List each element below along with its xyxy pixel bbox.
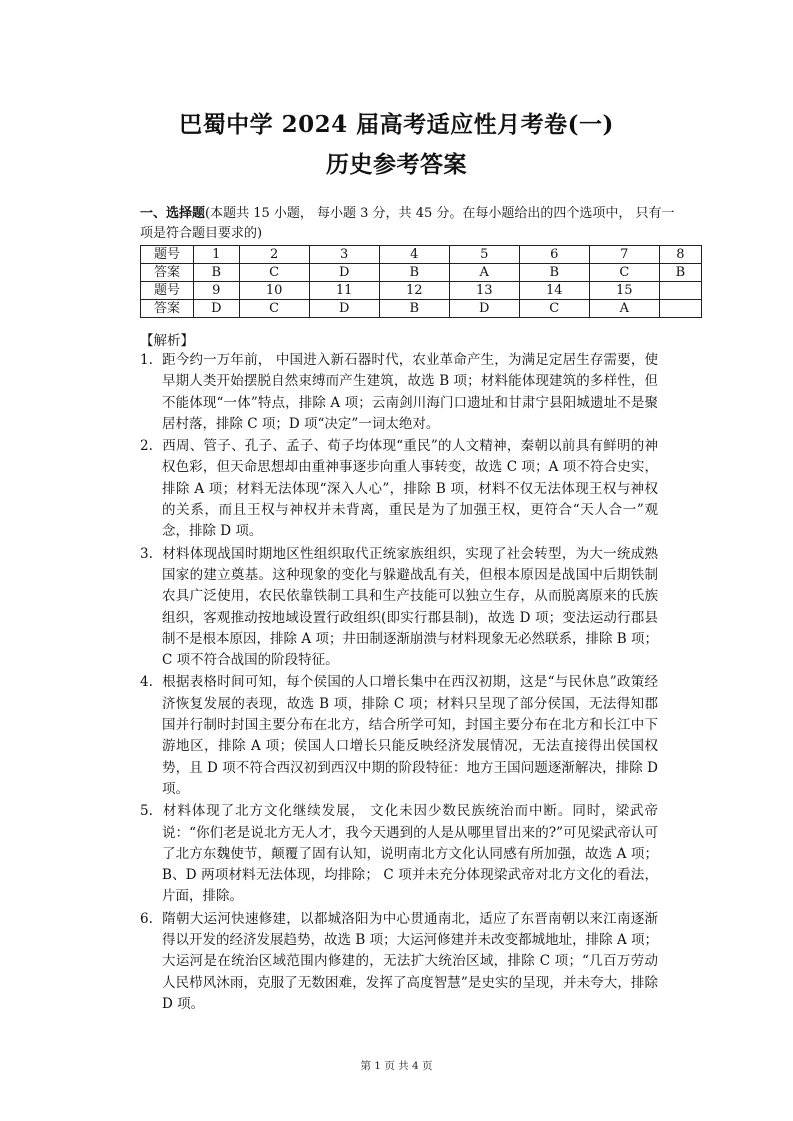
analysis-item — [140, 672, 658, 800]
table-cell — [659, 300, 701, 318]
analysis-label: 【解析】 — [140, 333, 194, 349]
section-intro — [140, 204, 680, 244]
table-cell: D — [194, 300, 240, 318]
item-number: 4. — [140, 674, 153, 691]
table-row — [141, 246, 702, 264]
analysis-list — [140, 350, 658, 1015]
item-number: 1. — [140, 352, 153, 368]
table-cell: 6 — [519, 246, 589, 264]
row-header-cell: 题号 — [141, 282, 194, 300]
table-cell: C — [239, 264, 309, 282]
answer-table — [140, 245, 702, 318]
item-number: 5. — [140, 803, 153, 820]
table-cell: 8 — [659, 246, 701, 264]
table-cell: B — [379, 264, 449, 282]
table-cell: B — [379, 300, 449, 318]
table-cell: B — [194, 264, 240, 282]
analysis-item — [140, 909, 658, 1015]
item-text: 隋朝大运河快速修建，以都城洛阳为中心贯通南北，适应了东晋南朝以来江南逐渐得以开发的经济发展趋势，故选 B 项；大运河修建并未改变都城地址，排除 A 项；大运河是在统治区域范围内修建的，无法扩大统治区域，排除 C 项；“几百万劳动人民栉风沐雨，克服了无数困难，发挥了高度智慧”是史实的呈现，并未夸大，排除 D 项。 — [162, 910, 658, 1012]
table-cell: 10 — [239, 282, 309, 300]
table-cell: 1 — [194, 246, 240, 264]
table-cell: 9 — [194, 282, 240, 300]
table-cell: 12 — [379, 282, 449, 300]
table-cell: 2 — [239, 246, 309, 264]
item-number: 6. — [140, 910, 153, 927]
analysis-item — [140, 801, 658, 907]
page-footer: 第 1 页 共 4 页 — [360, 1060, 433, 1072]
table-cell: 7 — [589, 246, 659, 264]
table-cell: B — [659, 264, 701, 282]
table-cell: C — [239, 300, 309, 318]
page-subtitle: 历史参考答案 — [326, 151, 467, 178]
table-cell: A — [589, 300, 659, 318]
item-number: 2. — [140, 438, 153, 455]
table-cell: 13 — [449, 282, 519, 300]
table-cell: D — [309, 300, 379, 318]
analysis-item — [140, 544, 658, 672]
table-cell: 3 — [309, 246, 379, 264]
section-description: (本题共 15 小题， 每小题 3 分，共 45 分。在每小题给出的四个选项中， 只有一项是符合题目要求的) — [140, 206, 675, 241]
table-cell: B — [519, 264, 589, 282]
table-cell: D — [449, 300, 519, 318]
table-cell — [659, 282, 701, 300]
item-text: 西周、管子、孔子、孟子、荀子均体现“重民”的人文精神，秦朝以前具有鲜明的神权色彩，但天命思想却由重神事逐步向重人事转变，故选 C 项；A 项不符合史实，排除 A 项；材料无法体现“深入人心”，排除 B 项，材料不仅无法体现王权与神权的关系，而且王权与神权并未背离，重民是为了加强王权，更符合“天人合一”观念，排除 D 项。 — [162, 438, 658, 540]
analysis-item — [140, 350, 658, 435]
table-cell: 4 — [379, 246, 449, 264]
table-row — [141, 282, 702, 300]
row-header-cell: 题号 — [141, 246, 194, 264]
table-cell: 14 — [519, 282, 589, 300]
analysis-item — [140, 436, 658, 542]
table-cell: C — [589, 264, 659, 282]
table-row — [141, 264, 702, 282]
table-row — [141, 300, 702, 318]
table-cell: A — [449, 264, 519, 282]
item-text: 距今约一万年前， 中国进入新石器时代，农业革命产生，为满足定居生存需要，使早期人类开始摆脱自然束缚而产生建筑，故选 B 项；材料能体现建筑的多样性，但不能体现“一体”特点，排除 A 项；云南剑川海门口遗址和甘肃宁县阳城遗址不是聚居村落，排除 C 项；D 项“决定”一词太绝对。 — [162, 352, 658, 432]
table-cell: D — [309, 264, 379, 282]
table-cell: 5 — [449, 246, 519, 264]
table-cell: 11 — [309, 282, 379, 300]
item-text: 材料体现了北方文化继续发展， 文化未因少数民族统治而中断。同时，梁武帝说：“你们老是说北方无人才，我今天遇到的人是从哪里冒出来的?”可见梁武帝认可了北方东魏使节，颠覆了固有认知，说明南北方文化认同感有所加强，故选 A 项；B、D 两项材料无法体现，均排除； C 项并未充分体现梁武帝对北方文化的看法，片面，排除。 — [162, 803, 658, 905]
item-text: 材料体现战国时期地区性组织取代正统家族组织，实现了社会转型，为大一统成熟国家的建立奠基。这种现象的变化与躲避战乱有关，但根本原因是战国中后期铁制农具广泛使用，农民依靠铁制工具和生产技能可以独立生存，从而脱离原来的氏族组织，客观推动按地域设置行政组织(即实行郡县制)，故选 D 项；变法运动行郡县制不是根本原因，排除 A 项；井田制逐渐崩溃与材料现象无必然联系，排除 B 项；C 项不符合战国的阶段特征。 — [162, 545, 658, 669]
table-cell: 15 — [589, 282, 659, 300]
row-header-cell: 答案 — [141, 300, 194, 318]
item-text: 根据表格时间可知，每个侯国的人口增长集中在西汉初期，这是“与民休息”政策经济恢复发展的表现，故选 B 项，排除 C 项；材料只呈现了部分侯国，无法得知郡国并行制时封国主要分布在北方，结合所学可知，封国主要分布在北方和长江中下游地区，排除 A 项；侯国人口增长只能反映经济发展情况，无法直接得出侯国权势，且 D 项不符合西汉初到西汉中期的阶段特征：地方王国问题逐渐解决，排除 D 项。 — [162, 674, 658, 797]
page-title: 巴蜀中学 2024 届高考适应性月考卷(一) — [179, 111, 614, 138]
section-label: 一、选择题 — [140, 206, 206, 221]
row-header-cell: 答案 — [141, 264, 194, 282]
table-cell: C — [519, 300, 589, 318]
item-number: 3. — [140, 545, 153, 562]
